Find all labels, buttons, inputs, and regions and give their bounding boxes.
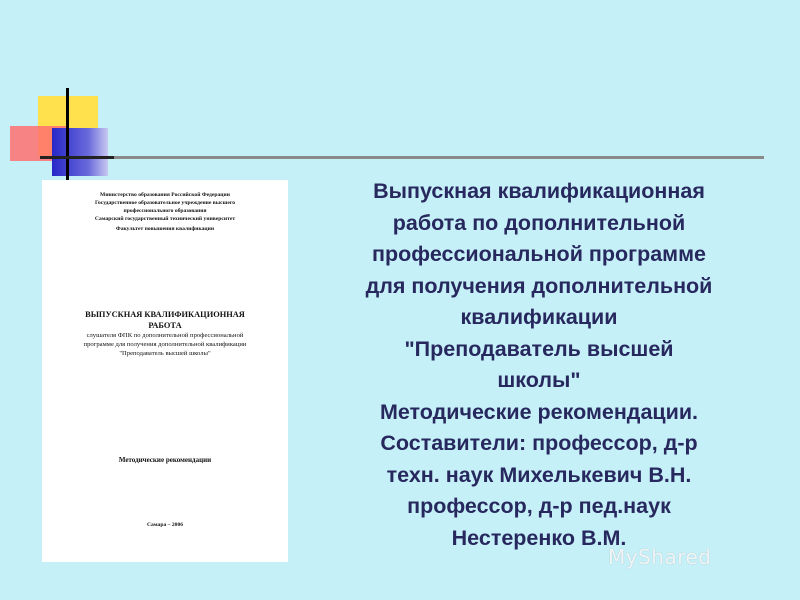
decor-vertical-line xyxy=(66,88,69,180)
slide-body-text xyxy=(300,176,778,554)
doc-footer: Самара – 2006 xyxy=(146,522,184,528)
doc-subtitle-line: слушателя ФПК по дополнительной профессиональной xyxy=(86,332,244,339)
slide-text-line: для получения дополнительной xyxy=(365,273,713,298)
slide-text-line: школы" xyxy=(497,368,581,392)
document-thumbnail xyxy=(42,180,288,562)
slide-text-line: квалификации xyxy=(460,305,618,329)
slide-text-line: техн. наук Михелькевич В.Н. xyxy=(386,462,692,487)
doc-title: ВЫПУСКНАЯ КВАЛИФИКАЦИОННАЯ xyxy=(85,310,245,319)
doc-header-line: Факультет повышения квалификации xyxy=(115,226,215,232)
slide-text-line: Методические рекомендации. xyxy=(379,399,699,424)
slide-text-line: Нестеренко В.М. xyxy=(451,525,627,550)
decor-horizontal-line xyxy=(114,156,764,159)
slide-text-line: "Преподаватель высшей xyxy=(404,336,674,361)
slide-text-line: профессиональной программе xyxy=(372,242,706,266)
decor-horizontal-line-dark xyxy=(40,156,115,159)
slide-text-line: Составители: профессор, д-р xyxy=(380,431,698,455)
decor-blue-square xyxy=(52,128,108,176)
slide-text-line: профессор, д-р пед.наук xyxy=(407,494,671,518)
doc-header-line: Министерство образования Российской Федерации xyxy=(100,192,230,198)
slide-text-line: Выпускная квалификационная xyxy=(373,179,705,203)
doc-title: РАБОТА xyxy=(148,321,182,330)
doc-header-line: Государственное образовательное учреждение высшего xyxy=(94,200,236,206)
doc-subtitle-line: программе для получения дополнительной квалификации xyxy=(83,341,247,348)
doc-header-line: профессионального образования xyxy=(123,208,207,214)
doc-subtitle-line: "Преподаватель высшей школы" xyxy=(119,350,211,357)
slide-text-line: работа по дополнительной xyxy=(392,210,686,235)
doc-header-line: Самарский государственный технический университет xyxy=(94,216,236,222)
doc-method-label: Методические рекомендации xyxy=(118,456,212,464)
watermark-logo: MyShared xyxy=(608,545,712,569)
